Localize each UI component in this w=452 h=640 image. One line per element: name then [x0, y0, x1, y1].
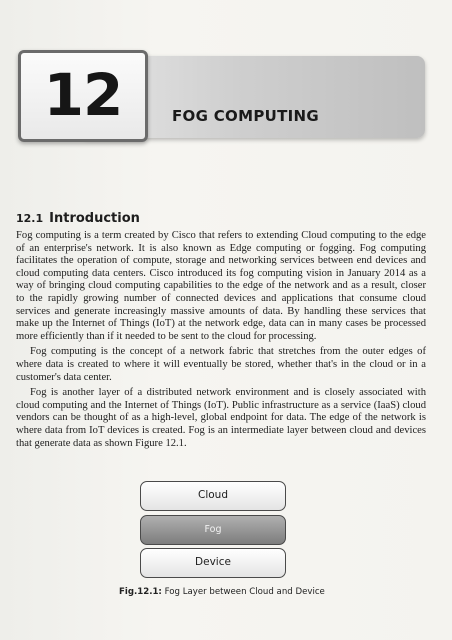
cloud-layer: Cloud: [140, 481, 286, 511]
chapter-title: FOG COMPUTING: [172, 107, 319, 125]
device-layer: Device: [140, 548, 286, 578]
fog-layer: Fog: [140, 515, 286, 545]
paragraph-1: Fog computing is a term created by Cisco that refers to extending Cloud computing to the edge of an enterprise's network. It is also known as Edge computing or fogging. Fog computing facilitates the operation of compute, storage and networking services between end devices and cloud computing data centers. Cisco introduced its fog computing vision in January 2014 as a way of bringing cloud computing capabilities to the edge of the network and as a result, closer to the rapidly growing number of connected devices and applications that consume cloud services and generate increasingly massive amounts of data. By handling these services that make up the Internet of Things (IoT) at the network edge, data can in many cases be processed more efficiently than if it needed to be sent to the cloud for processing.: [16, 230, 426, 342]
section-number: 12.1: [16, 212, 44, 225]
section-heading: [16, 211, 140, 226]
figure-caption: [119, 587, 325, 597]
body-text: [16, 230, 426, 453]
section-title: Introduction: [49, 211, 140, 226]
paragraph-3: Fog is another layer of a distributed network environment and is closely associated with cloud computing and the Internet of Things (IoT). Public infrastructure as a service (IaaS) cloud vendors can be thought of as a high-level, global endpoint for data. The edge of the network is where data from IoT devices is created. Fog is an intermediate layer between cloud and devices that generate data as shown Figure 12.1.: [16, 387, 426, 449]
figure-caption-text: Fog Layer between Cloud and Device: [164, 587, 325, 597]
fog-layer-diagram: [140, 481, 286, 581]
paragraph-2: Fog computing is the concept of a network fabric that stretches from the outer edges of where data is created to where it will eventually be stored, whether that's in the cloud or in a customer's data center.: [16, 346, 426, 383]
figure-label: Fig.12.1:: [119, 587, 162, 597]
chapter-number: 12: [43, 61, 123, 129]
chapter-number-box: [18, 50, 148, 142]
